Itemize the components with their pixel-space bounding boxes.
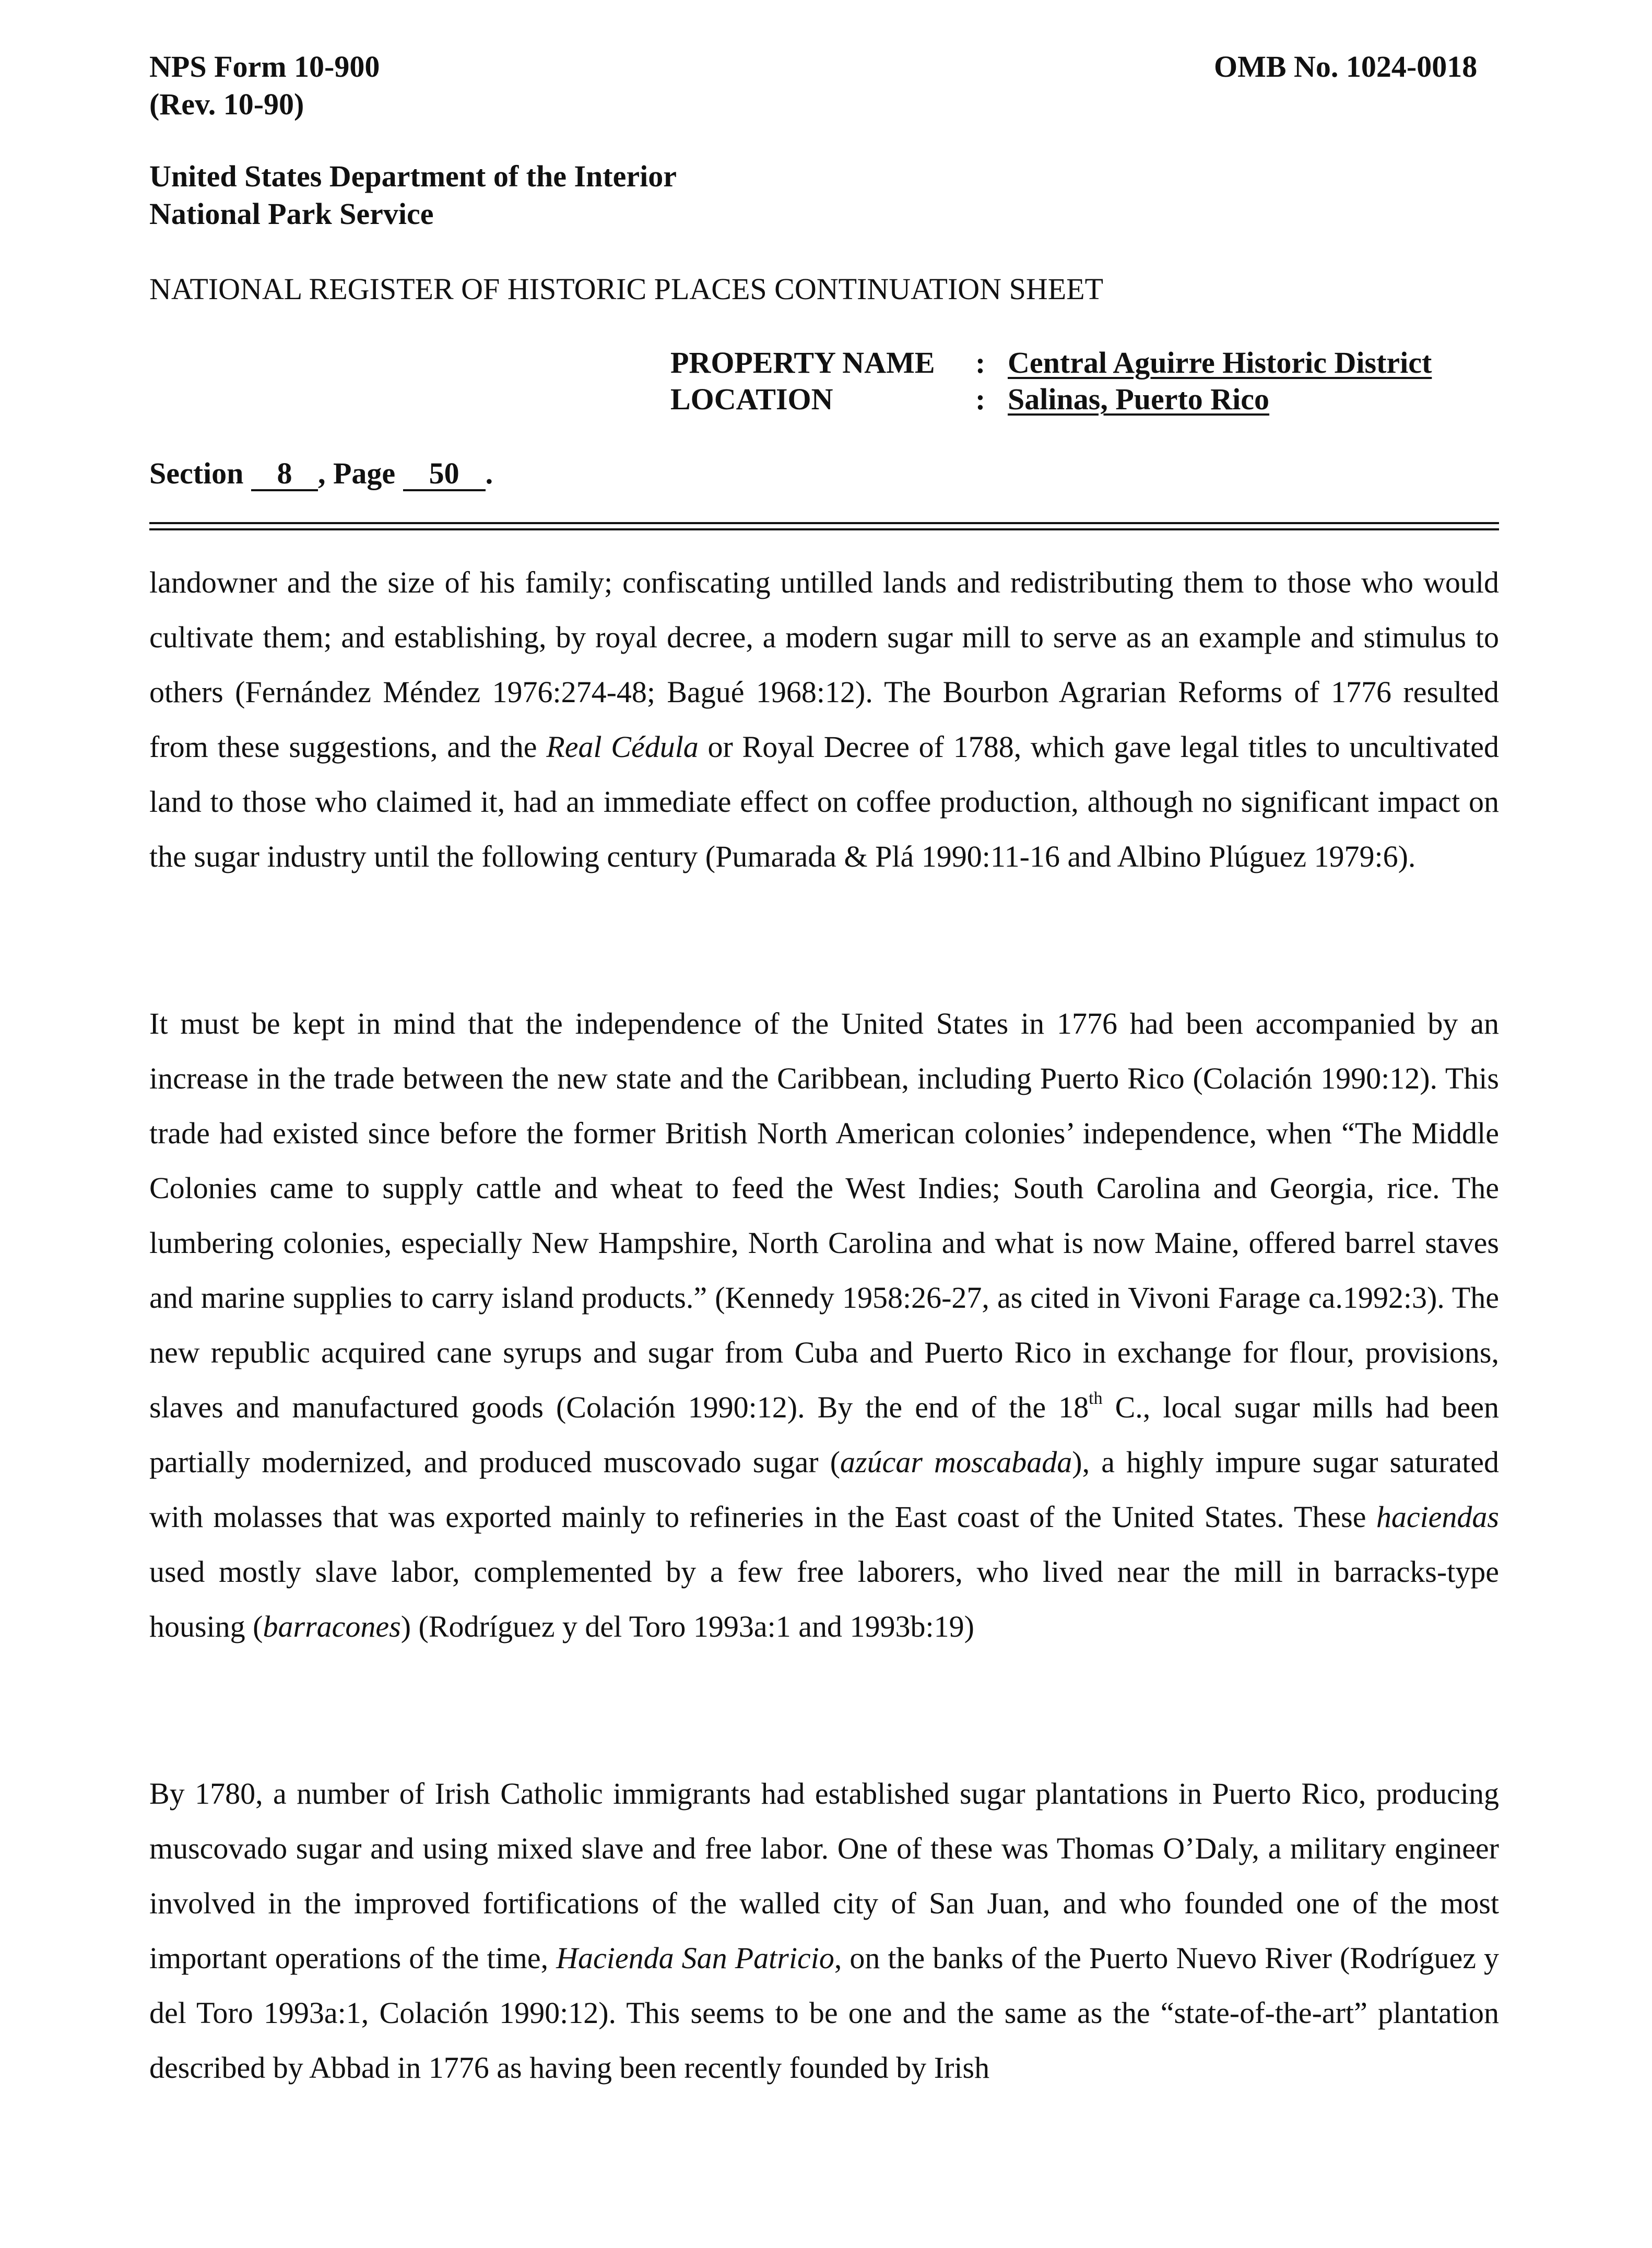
section-label: Section	[149, 456, 244, 490]
body-paragraph-2	[149, 996, 1499, 1654]
sheet-title	[149, 270, 1103, 308]
location-separator: :	[975, 382, 986, 416]
location-label: LOCATION	[670, 382, 833, 416]
form-revision: (Rev. 10-90)	[149, 87, 304, 121]
p2-text-c: ), a highly impure sugar saturated with molasses that was exported mainly to refineries in the East coast of the United States. These	[149, 1445, 1500, 1534]
p2-text-d: used mostly slave labor, complemented by a few free laborers, who lived near the mill in barracks-type housing (	[149, 1555, 1499, 1643]
p1-text-a: landowner and the size of his family; confiscating untilled lands and redistributing them to those who would cultivate them; and establishing, by royal decree, a modern sugar mill to serve as an example and stimulus to others (Fernández Méndez 1976:274-48; Bagué 1968:12). The Bourbon Agrarian Reforms of 1776 resulted from these suggestions, and the	[149, 565, 1499, 764]
department-name: United States Department of the Interior	[149, 159, 677, 193]
page-number: 50	[403, 458, 486, 491]
section-number: 8	[251, 458, 318, 491]
p2-italic-haciendas: haciendas	[1376, 1500, 1499, 1534]
section-page-line: Section 8 , Page 50 .	[149, 456, 493, 490]
p2-text-a: It must be kept in mind that the independence of the United States in 1776 had been accompanied by an increase in the trade between the new state and the Caribbean, including Puerto Rico (Colación 1990:12). This trade had existed since before the former British North American colonies’ independence, when “The Middle Colonies came to supply cattle and wheat to feed the West Indies; South Carolina and Georgia, rice. The lumbering colonies, especially New Hampshire, North Carolina and what is now Maine, offered barrel staves and marine supplies to carry island products.” (Kennedy 1958:26-27, as cited in Vivoni Farage ca.1992:3). The new republic acquired cane syrups and sugar from Cuba and Puerto Rico in exchange for flour, provisions, slaves and manufactured goods (Colación 1990:12). By the end of the 18	[149, 1007, 1499, 1424]
p3-text-a: By 1780, a number of Irish Catholic immigrants had established sugar plantations in Puerto Rico, producing muscovado sugar and using mixed slave and free labor. One of these was Thomas O’Daly, a military engineer involved in the improved fortifications of the walled city of San Juan, and who founded one of the most important operations of the time,	[149, 1777, 1499, 1975]
property-name-value: Central Aguirre Historic District	[1008, 346, 1432, 380]
header-rule-top	[149, 522, 1499, 524]
p3-italic-hacienda-san-patricio: Hacienda San Patricio	[556, 1941, 834, 1975]
form-id: NPS Form 10-900	[149, 50, 380, 84]
header-rule-bottom	[149, 528, 1499, 530]
body-paragraph-1	[149, 555, 1499, 884]
omb-number: OMB No. 1024-0018	[1214, 50, 1478, 84]
page-label: Page	[333, 456, 396, 490]
p2-italic-azucar: azúcar moscabada	[840, 1445, 1072, 1479]
p2-italic-barracones: barracones	[263, 1610, 401, 1643]
p2-text-e: ) (Rodríguez y del Toro 1993a:1 and 1993b:19)	[400, 1610, 974, 1643]
p1-text-b: or Royal Decree of 1788, which gave legal titles to uncultivated land to those who claimed it, had an immediate effect on coffee production, although no significant impact on the sugar industry until the following century (Pumarada & Plá 1990:11-16 and Albino Plúguez 1979:6).	[149, 730, 1499, 873]
sheet-title-text: NATIONAL REGISTER OF HISTORIC PLACES CONTINUATION SHEET	[149, 272, 1103, 306]
location-value: Salinas, Puerto Rico	[1008, 382, 1270, 416]
body-paragraph-3	[149, 1766, 1499, 2095]
property-name-separator: :	[975, 346, 986, 380]
p1-italic-real-cedula: Real Cédula	[546, 730, 699, 764]
p2-text-b: C., local sugar mills had been partially modernized, and produced muscovado sugar (	[149, 1390, 1499, 1479]
p3-text-b: , on the banks of the Puerto Nuevo River (Rodríguez y del Toro 1993a:1, Colación 1990:12). This seems to be one and the same as the “state-of-the-art” plantation described by Abbad in 1776 as having been recently founded by Irish	[149, 1941, 1500, 2085]
property-name-label: PROPERTY NAME	[670, 346, 935, 380]
p2-superscript: th	[1089, 1389, 1103, 1408]
agency-name: National Park Service	[149, 197, 434, 231]
